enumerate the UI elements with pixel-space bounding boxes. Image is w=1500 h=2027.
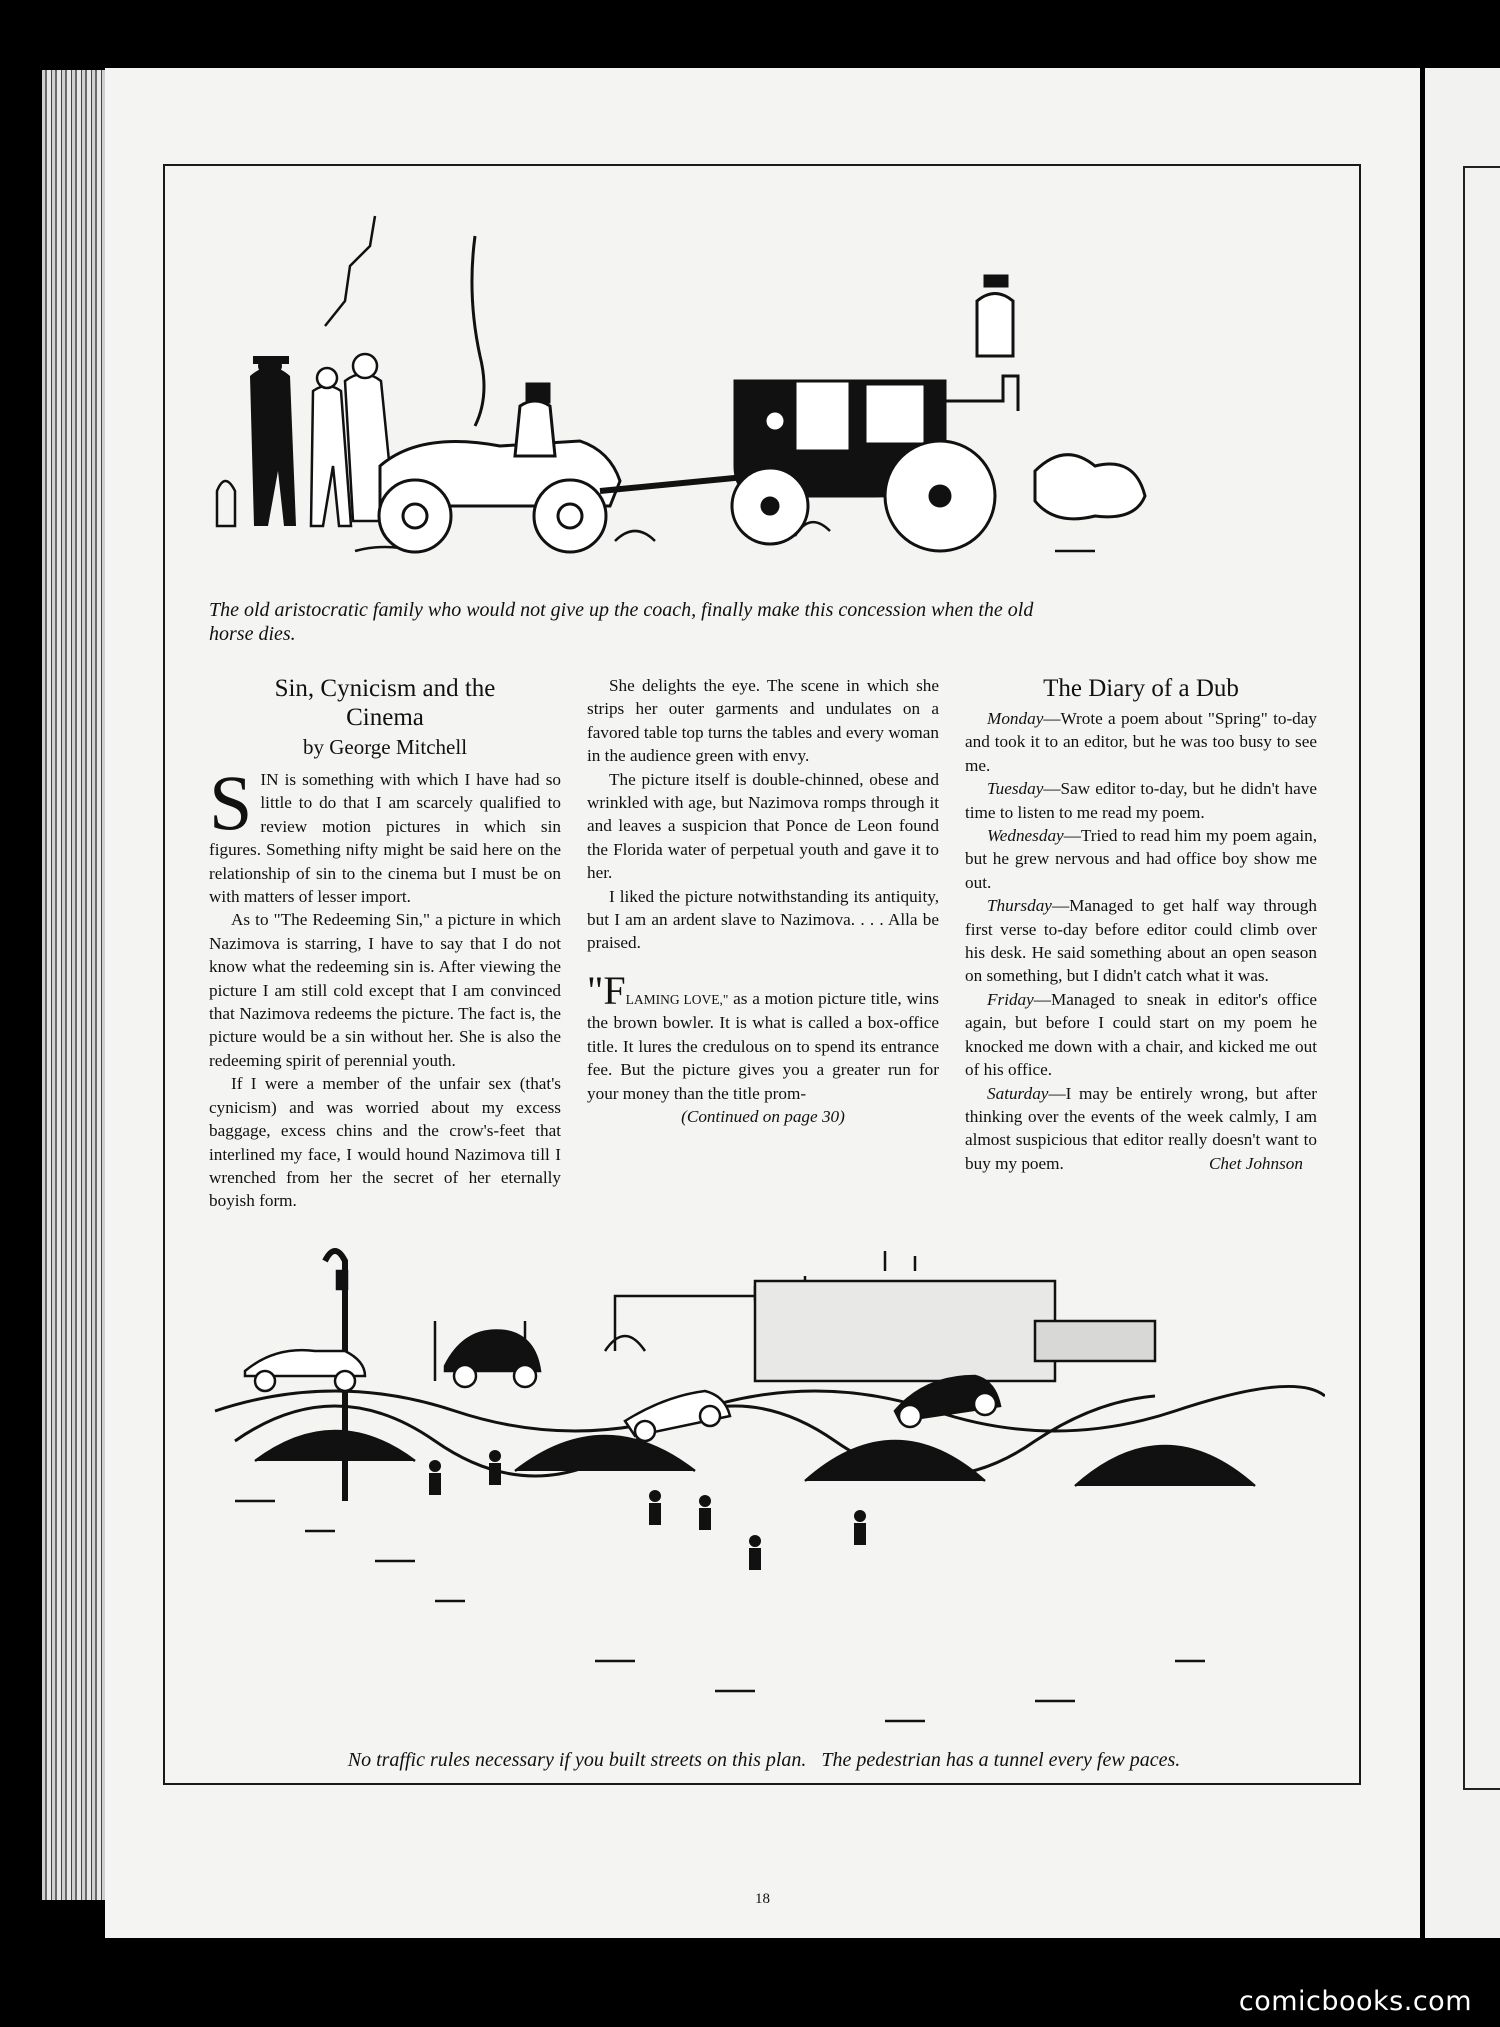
column-3 (965, 674, 1317, 1175)
cartoon-wavy-street (195, 1241, 1325, 1761)
continued-note: (Continued on page 30) (681, 1106, 845, 1126)
drop-cap: S (209, 759, 253, 846)
flaming-lead: "F (587, 967, 626, 1013)
diary-entry (965, 824, 1317, 894)
diary-entry (965, 988, 1317, 1082)
diary-entry-text: —Wrote a poem about "Spring" to-day and took it to an editor, but he was too busy to see me. (965, 709, 1317, 775)
watermark: comicbooks.com (1238, 1986, 1472, 2017)
book-page-edges (42, 70, 112, 1900)
paragraph-6: I liked the picture notwithstanding its antiquity, but I am an ardent slave to Nazimova. . . . Alla be praised. (587, 886, 939, 953)
diary-entries (965, 707, 1317, 1175)
diary-entry-text: —Managed to get half way through first verse to-day before editor could climb over his desk. He said something about an open season on something, but I didn't catch what it was. (965, 896, 1317, 986)
article-title-line-1: Sin, Cynicism and the (274, 675, 496, 702)
diary-day: Thursday (987, 896, 1052, 916)
flaming-text: as a motion picture title, wins the brown bowler. It is what is called a box-office title. It lures the credulous on to spend its entrance fee. But the picture gives you a greater run for your money than the title prom- (587, 988, 939, 1103)
paragraph-1 (209, 759, 561, 908)
top-cartoon-caption (209, 598, 1319, 646)
paragraph-2: As to "The Redeeming Sin," a picture in which Nazimova is starring, I have to say that I do not know what the redeeming sin is. After viewing the picture I am still cold except that I am convinced that Nazimova redeems the picture. The fact is, the picture would be a sin without her. She is also the redeeming spirit of perennial youth. (209, 910, 561, 1070)
motor-car (379, 236, 620, 552)
article-title (209, 674, 561, 732)
caption-line-1: The old aristocratic family who would not give up the coach, finally make this concession when the old (209, 599, 1034, 621)
diary-day: Friday (987, 989, 1034, 1009)
paragraph-flaming-love (587, 967, 939, 1105)
column-2 (587, 674, 939, 1128)
diary-day: Tuesday (987, 779, 1044, 799)
diary-title: The Diary of a Dub (1043, 675, 1239, 702)
diary-day: Wednesday (987, 826, 1064, 846)
diary-entry (965, 894, 1317, 988)
facing-page (1425, 68, 1500, 1938)
diary-day: Saturday (987, 1083, 1049, 1103)
cartoon-car-towing-coach (195, 206, 1325, 586)
diary-entry (965, 777, 1317, 824)
paragraph-4: She delights the eye. The scene in which she strips her outer garments and undulates on a favored table top turns the tables and every woman in the audience green with envy. (587, 676, 939, 766)
flaming-smallcaps: LAMING LOVE," (625, 991, 729, 1007)
diary-entry-text: —Tried to read him my poem again, but he grew nervous and had office boy show me out. (965, 826, 1317, 892)
article-byline: by George Mitchell (302, 735, 468, 759)
caption-line-2: horse dies. (209, 623, 296, 645)
page-number: 18 (755, 1891, 770, 1907)
diary-entry (965, 707, 1317, 777)
carriage-coach (732, 276, 1145, 551)
paragraph-1-text: IN is something with which I have had so little to do that I am scarcely qualified to review motion pictures in which sin figures. Something nifty might be said here on the relationship of sin to the cinema but I must be on with matters of lesser import. (209, 770, 561, 907)
paragraph-5: The picture itself is double-chinned, obese and wrinkled with age, but Nazimova romps through it and leaves a suspicion that Ponce de Leon found the Florida water of perpetual youth and gave it to her. (587, 769, 939, 883)
diary-entry-text: —Managed to sneak in editor's office again, but before I could start on my poem he knocked me down with a chair, and kicked me out of his office. (965, 989, 1317, 1080)
page-frame (163, 164, 1361, 1785)
bottom-cartoon-caption: No traffic rules necessary if you built streets on this plan. The pedestrian has a tunnel every few paces. (347, 1749, 1181, 1771)
diary-entry-text: —Saw editor to-day, but he didn't have time to listen to me read my poem. (965, 779, 1317, 822)
magazine-page (105, 68, 1420, 1938)
article-title-line-2: Cinema (346, 704, 424, 731)
onlookers (250, 354, 395, 526)
paragraph-3: If I were a member of the unfair sex (that's cynicism) and was worried about my excess baggage, excess chins and the crow's-feet that interlined my face, I would hound Nazimova till I wrenched from her the secret of her eternally boyish form. (209, 1074, 561, 1211)
diary-day: Monday (987, 709, 1044, 728)
diary-signature: Chet Johnson (1208, 1153, 1303, 1173)
facing-page-frame (1463, 166, 1500, 1790)
column-1 (209, 674, 561, 1213)
diary-entry-text: —I may be entirely wrong, but after thinking over the events of the week calmly, I am almost suspicious that editor really doesn't want to buy my poem. (965, 1083, 1317, 1173)
